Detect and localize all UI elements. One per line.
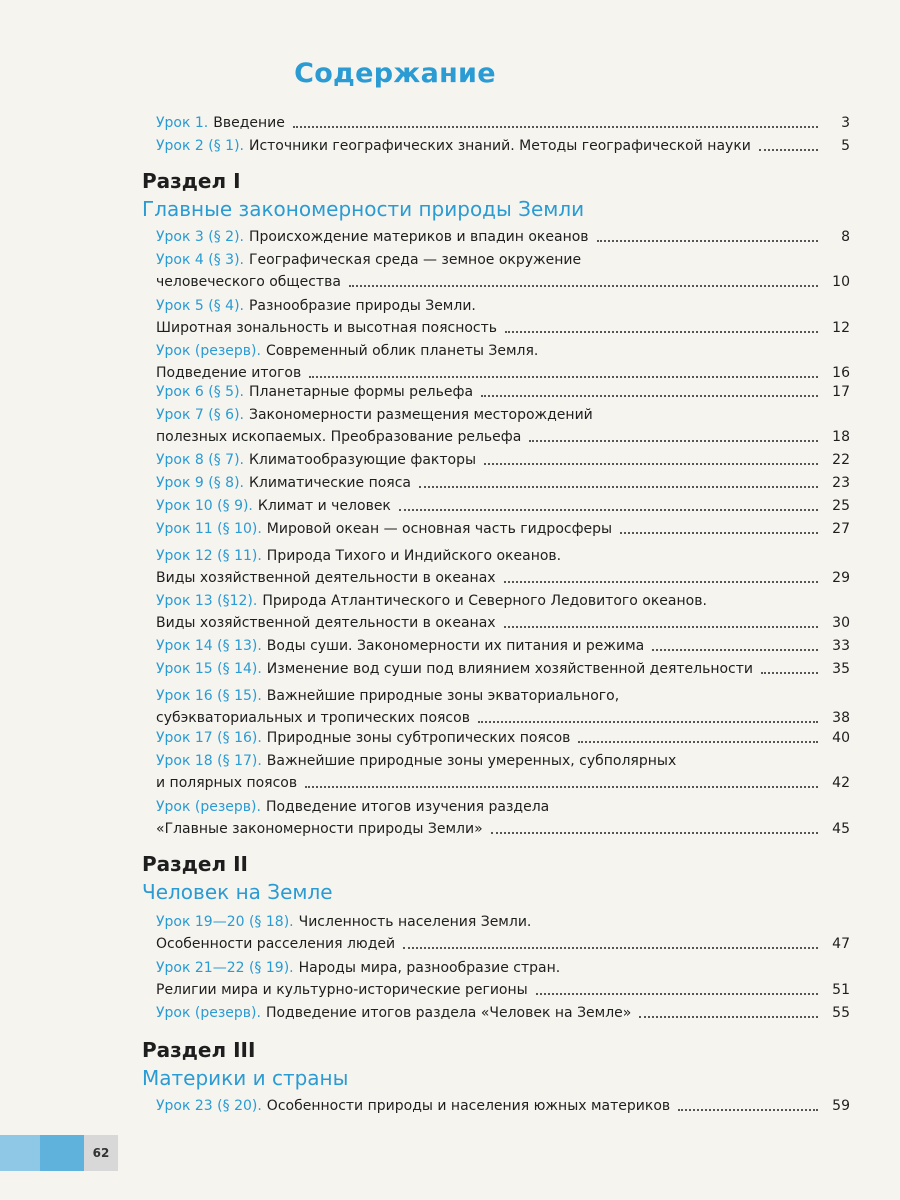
toc-entry[interactable] <box>156 112 850 134</box>
lesson-title: Важнейшие природные зоны экваториального, <box>266 688 620 704</box>
section-title: Человек на Земле <box>142 880 333 904</box>
page-ref: 18 <box>832 429 850 445</box>
lesson-title: Происхождение материков и впадин океанов <box>248 229 589 245</box>
page-ref: 12 <box>832 320 850 336</box>
toc-entry[interactable] <box>156 472 850 494</box>
toc-entry[interactable] <box>156 796 850 840</box>
lesson-title: Разнообразие природы Земли. <box>248 298 476 314</box>
dot-leader <box>529 440 818 442</box>
toc-entry[interactable] <box>156 1095 850 1117</box>
page-ref: 17 <box>832 384 850 400</box>
toc-entry[interactable] <box>156 449 850 471</box>
lesson-title: Закономерности размещения месторождений <box>248 407 593 423</box>
lesson-title: человеческого общества <box>156 274 341 290</box>
lesson-label: Урок 13 (§12). <box>156 593 258 609</box>
lesson-title: и полярных поясов <box>156 775 298 791</box>
lesson-label: Урок 5 (§ 4). <box>156 298 244 314</box>
toc-entry[interactable] <box>156 685 850 729</box>
lesson-title: Важнейшие природные зоны умеренных, субполярных <box>266 753 677 769</box>
lesson-title: Особенности расселения людей <box>156 936 396 952</box>
lesson-label: Урок 11 (§ 10). <box>156 521 262 537</box>
dot-leader <box>484 463 818 465</box>
dot-leader <box>652 649 818 651</box>
dot-leader <box>504 626 818 628</box>
lesson-title: Климатообразующие факторы <box>248 452 477 468</box>
section-heading <box>142 851 333 907</box>
dot-leader <box>403 947 818 949</box>
lesson-title: Источники географических знаний. Методы географической науки <box>248 138 751 154</box>
page-ref: 51 <box>832 982 850 998</box>
dot-leader <box>491 832 818 834</box>
toc-entry[interactable] <box>156 518 850 540</box>
lesson-title: Виды хозяйственной деятельности в океанах <box>156 615 496 631</box>
lesson-title: Подведение итогов <box>156 365 302 381</box>
dot-leader <box>293 126 818 128</box>
lesson-label: Урок 23 (§ 20). <box>156 1098 262 1114</box>
lesson-label: Урок 14 (§ 13). <box>156 638 262 654</box>
toc-entry[interactable] <box>156 381 850 403</box>
lesson-label: Урок 3 (§ 2). <box>156 229 244 245</box>
toc-entry[interactable] <box>156 590 850 634</box>
lesson-label: Урок 10 (§ 9). <box>156 498 253 514</box>
page-ref: 10 <box>832 274 850 290</box>
page-number: 62 <box>84 1135 118 1171</box>
page-ref: 8 <box>841 229 850 245</box>
lesson-title: Климатические пояса <box>248 475 411 491</box>
lesson-title: Географическая среда — земное окружение <box>248 252 582 268</box>
toc-entry[interactable] <box>156 495 850 517</box>
dot-leader <box>305 786 818 788</box>
dot-leader <box>620 532 818 534</box>
toc-entry[interactable] <box>156 226 850 248</box>
lesson-title: Природа Атлантического и Северного Ледовитого океанов. <box>262 593 707 609</box>
dot-leader <box>597 240 818 242</box>
section-title: Главные закономерности природы Земли <box>142 197 585 221</box>
toc-entry[interactable] <box>156 404 850 448</box>
dot-leader <box>504 581 818 583</box>
page-footer <box>0 1135 118 1171</box>
dot-leader <box>478 721 818 723</box>
lesson-label: Урок 8 (§ 7). <box>156 452 244 468</box>
lesson-label: Урок 18 (§ 17). <box>156 753 262 769</box>
lesson-label: Урок 15 (§ 14). <box>156 661 262 677</box>
page-ref: 3 <box>841 115 850 131</box>
toc-entry[interactable] <box>156 727 850 749</box>
lesson-title: Изменение вод суши под влиянием хозяйственной деятельности <box>266 661 754 677</box>
lesson-label: Урок 4 (§ 3). <box>156 252 244 268</box>
dot-leader <box>419 486 818 488</box>
toc-entry[interactable] <box>156 957 850 1001</box>
dot-leader <box>639 1016 818 1018</box>
section-number: Раздел I <box>142 169 241 193</box>
lesson-title: Религии мира и культурно-исторические регионы <box>156 982 528 998</box>
page-ref: 35 <box>832 661 850 677</box>
dot-leader <box>678 1109 818 1111</box>
toc-entry[interactable] <box>156 1002 850 1024</box>
toc-entry[interactable] <box>156 635 850 657</box>
page-ref: 47 <box>832 936 850 952</box>
section-heading <box>142 168 584 224</box>
lesson-label: Урок 1. <box>156 115 209 131</box>
toc-entry[interactable] <box>156 340 850 384</box>
page-ref: 42 <box>832 775 850 791</box>
lesson-label: Урок (резерв). <box>156 1005 261 1021</box>
lesson-title: Народы мира, разнообразие стран. <box>298 960 561 976</box>
dot-leader <box>399 509 818 511</box>
lesson-label: Урок 6 (§ 5). <box>156 384 244 400</box>
dot-leader <box>578 741 818 743</box>
lesson-title: Широтная зональность и высотная поясность <box>156 320 498 336</box>
page-ref: 59 <box>832 1098 850 1114</box>
dot-leader <box>536 993 818 995</box>
lesson-title: Планетарные формы рельефа <box>248 384 474 400</box>
lesson-label: Урок 21—22 (§ 19). <box>156 960 294 976</box>
page-ref: 29 <box>832 570 850 586</box>
toc-entry[interactable] <box>156 750 850 794</box>
footer-stripe <box>0 1135 40 1171</box>
toc-entry[interactable] <box>156 295 850 339</box>
lesson-title: Виды хозяйственной деятельности в океанах <box>156 570 496 586</box>
toc-entry[interactable] <box>156 911 850 955</box>
page-ref: 55 <box>832 1005 850 1021</box>
dot-leader <box>309 376 818 378</box>
lesson-title: Особенности природы и населения южных материков <box>266 1098 671 1114</box>
toc-entry[interactable] <box>156 135 850 157</box>
page-ref: 5 <box>841 138 850 154</box>
page-ref: 45 <box>832 821 850 837</box>
lesson-title: Подведение итогов изучения раздела <box>265 799 550 815</box>
dot-leader <box>349 285 818 287</box>
lesson-title: субэкваториальных и тропических поясов <box>156 710 470 726</box>
lesson-title: Природные зоны субтропических поясов <box>266 730 571 746</box>
dot-leader <box>761 672 818 674</box>
section-number: Раздел II <box>142 852 248 876</box>
lesson-title: Современный облик планеты Земля. <box>265 343 539 359</box>
lesson-title: «Главные закономерности природы Земли» <box>156 821 483 837</box>
lesson-label: Урок 16 (§ 15). <box>156 688 262 704</box>
page-ref: 16 <box>832 365 850 381</box>
page-ref: 23 <box>832 475 850 491</box>
lesson-label: Урок 17 (§ 16). <box>156 730 262 746</box>
section-number: Раздел III <box>142 1038 256 1062</box>
lesson-title: Климат и человек <box>257 498 391 514</box>
lesson-label: Урок 19—20 (§ 18). <box>156 914 294 930</box>
toc-entry[interactable] <box>156 658 850 680</box>
lesson-title: Введение <box>213 115 285 131</box>
lesson-label: Урок 2 (§ 1). <box>156 138 244 154</box>
lesson-label: Урок 9 (§ 8). <box>156 475 244 491</box>
toc-entry[interactable] <box>156 249 850 293</box>
lesson-title: Численность населения Земли. <box>298 914 532 930</box>
lesson-label: Урок 7 (§ 6). <box>156 407 244 423</box>
footer-stripe <box>40 1135 84 1171</box>
page-ref: 27 <box>832 521 850 537</box>
lesson-title: Мировой океан — основная часть гидросферы <box>266 521 613 537</box>
page-title: Содержание <box>294 58 496 89</box>
page-ref: 30 <box>832 615 850 631</box>
lesson-title: Воды суши. Закономерности их питания и режима <box>266 638 645 654</box>
lesson-title: полезных ископаемых. Преобразование рельефа <box>156 429 522 445</box>
dot-leader <box>505 331 818 333</box>
lesson-label: Урок (резерв). <box>156 343 261 359</box>
section-title: Материки и страны <box>142 1066 349 1090</box>
page-ref: 25 <box>832 498 850 514</box>
page-ref: 38 <box>832 710 850 726</box>
toc-entry[interactable] <box>156 545 850 589</box>
section-heading <box>142 1037 348 1093</box>
lesson-label: Урок 12 (§ 11). <box>156 548 262 564</box>
page-ref: 40 <box>832 730 850 746</box>
page-ref: 22 <box>832 452 850 468</box>
lesson-title: Природа Тихого и Индийского океанов. <box>266 548 562 564</box>
lesson-label: Урок (резерв). <box>156 799 261 815</box>
page-ref: 33 <box>832 638 850 654</box>
dot-leader <box>481 395 818 397</box>
dot-leader <box>759 149 818 151</box>
lesson-title: Подведение итогов раздела «Человек на Земле» <box>265 1005 632 1021</box>
